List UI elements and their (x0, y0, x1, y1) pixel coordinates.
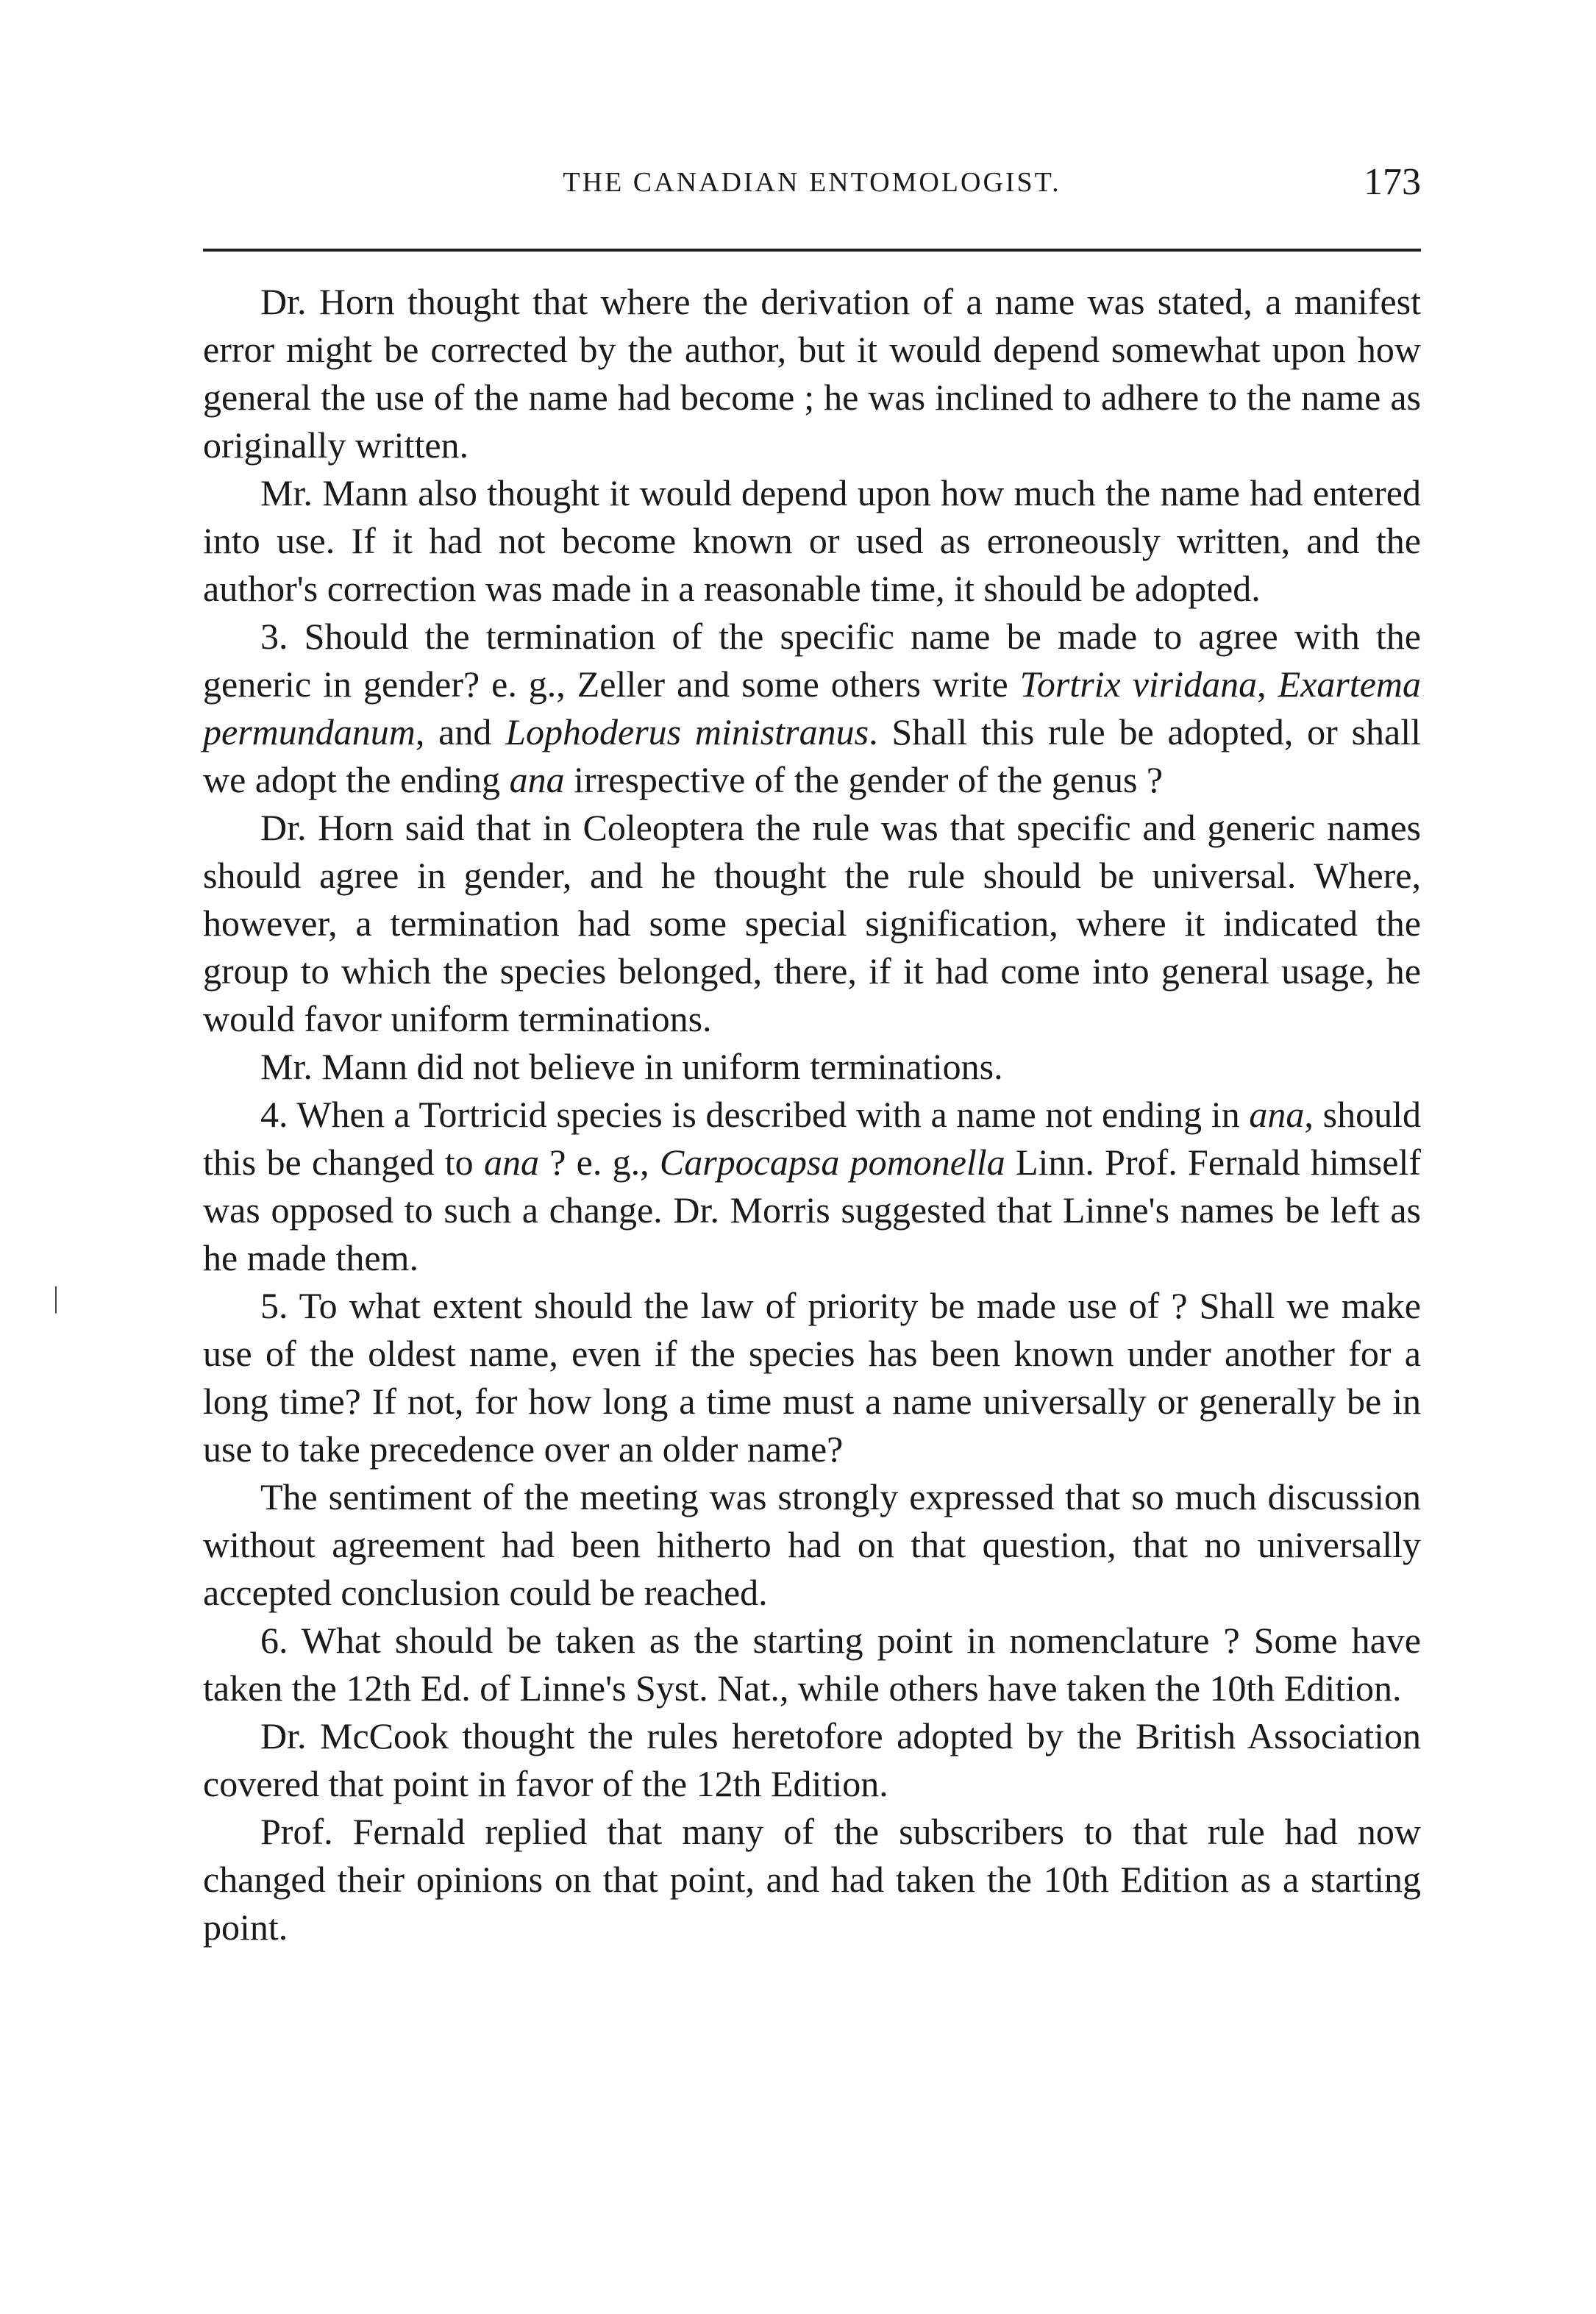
italic-term: ana (1249, 1094, 1305, 1135)
text-run: Linn. Prof. Fernald himself was opposed to such a change. Dr. Morris suggested that Linne's names be left as he made them. (203, 1142, 1421, 1278)
paragraph-p6 (203, 1091, 1421, 1282)
paragraph-p11 (203, 1808, 1421, 1951)
italic-term: ana (509, 759, 565, 800)
paragraph-p5 (203, 1043, 1421, 1091)
text-run: , and (415, 711, 506, 752)
paragraph-p8 (203, 1473, 1421, 1617)
text-run: Mr. Mann also thought it would depend upon how much the name had entered into use. If it had not become known or used as erroneously written, and the author's correction was made in a reasonable time, it should be adopted. (203, 472, 1421, 609)
italic-term: Carpocapsa pomonella (659, 1142, 1005, 1183)
text-run: Prof. Fernald replied that many of the subscribers to that rule had now changed their opinions on that point, and had taken the 10th Edition as a starting point. (203, 1811, 1421, 1948)
paragraph-p4 (203, 804, 1421, 1043)
italic-term: Lophoderus ministranus (505, 711, 869, 752)
text-run: Dr. McCook thought the rules heretofore adopted by the British Association covered that point in favor of the 12th Edition. (203, 1715, 1421, 1804)
body-text (203, 278, 1421, 1951)
paragraph-p7 (203, 1282, 1421, 1473)
text-run: The sentiment of the meeting was strongly expressed that so much discussion without agreement had been hitherto had on that question, that no universally accepted conclusion could be reached. (203, 1476, 1421, 1613)
text-run: , (1257, 663, 1278, 705)
text-run: . Shall this rule be adopted, or shall we adopt the ending (203, 711, 1422, 800)
text-run: ? e. g., (538, 1142, 660, 1183)
running-head: THE CANADIAN ENTOMOLOGIST. (563, 167, 1061, 198)
text-run: Dr. Horn thought that where the derivation of a name was stated, a manifest error might be corrected by the author, but it would depend somewhat upon how general the use of the name had become ; he was inclined to adhere to the name as originally written. (203, 281, 1421, 466)
italic-term: ana (483, 1142, 539, 1183)
paragraph-p2 (203, 469, 1421, 613)
paragraph-p3 (203, 613, 1421, 804)
page-header (203, 160, 1421, 219)
page-number: 173 (1364, 161, 1421, 203)
paragraph-p9 (203, 1617, 1421, 1712)
paragraph-p1 (203, 278, 1421, 469)
text-run: 5. To what extent should the law of priority be made use of ? Shall we make use of the oldest name, even if the species has been known under another for a long time? If not, for how long a time must a name universally or generally be in use to take precedence over an older name? (203, 1285, 1421, 1470)
text-run: irrespective of the gender of the genus ? (564, 759, 1164, 800)
scan-mark: | (53, 1281, 60, 1314)
text-run: Dr. Horn said that in Coleoptera the rule was that specific and generic names should agree in gender, and he thought the rule should be universal. Where, however, a termination had some special signification, where it indicated the group to which the species belonged, there, if it had come into general usage, he would favor uniform terminations. (203, 807, 1421, 1039)
text-run: , should this be changed to (203, 1094, 1421, 1183)
text-run: 4. When a Tortricid species is described with a name not ending in (260, 1094, 1250, 1135)
italic-term: Exartema permundanum (203, 663, 1422, 752)
paragraph-p10 (203, 1712, 1421, 1808)
italic-term: Tortrix viridana (1019, 663, 1258, 705)
header-rule (203, 249, 1421, 252)
text-run: Mr. Mann did not believe in uniform terminations. (260, 1046, 1003, 1087)
text-run: 3. Should the termination of the specific name be made to agree with the generic in gender? e. g., Zeller and some others write (203, 616, 1421, 705)
text-run: 6. What should be taken as the starting point in nomenclature ? Some have taken the 12th Ed. of Linne's Syst. Nat., while others have taken the 10th Edition. (203, 1620, 1421, 1709)
